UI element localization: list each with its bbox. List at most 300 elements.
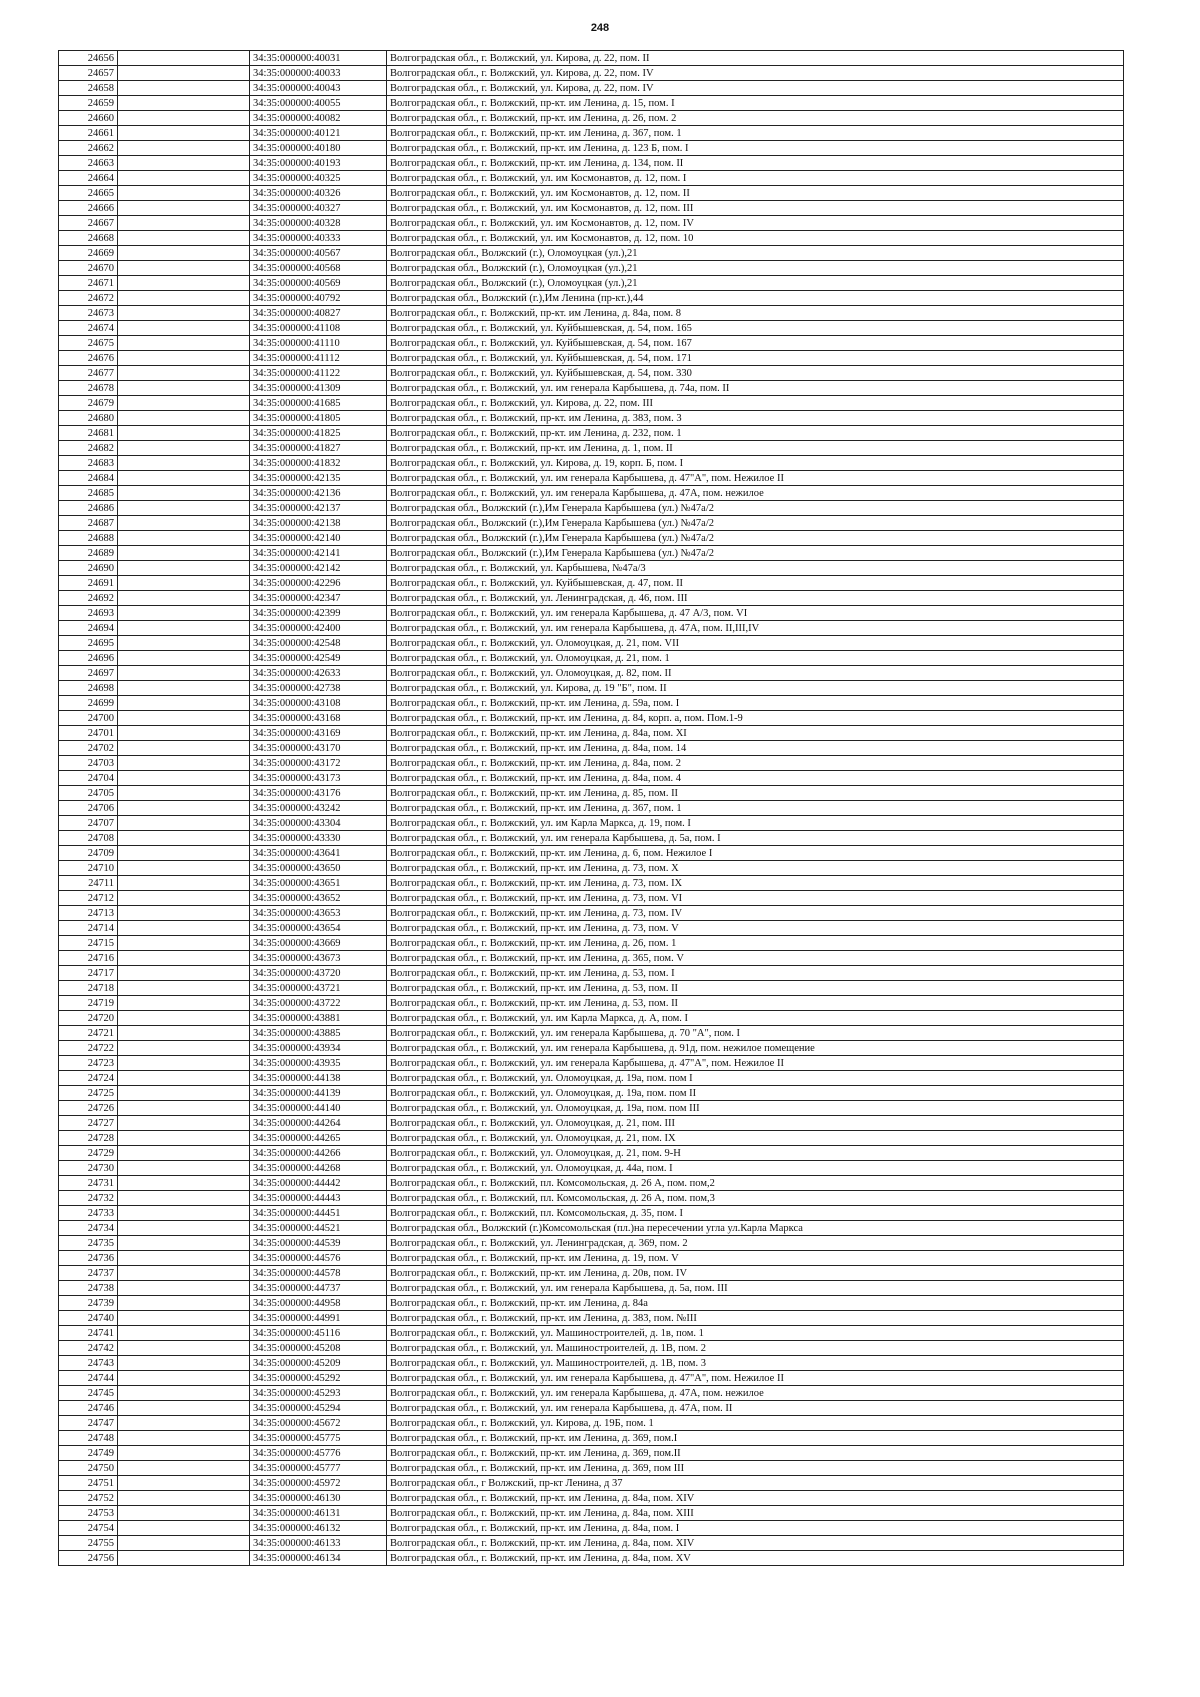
address: Волгоградская обл., г. Волжский, пр-кт. им Ленина, д. 53, пом. II [387,996,1124,1011]
address: Волгоградская обл., г. Волжский, ул. им генерала Карбышева, д. 5а, пом. I [387,831,1124,846]
row-number: 24745 [59,1386,118,1401]
row-number: 24681 [59,426,118,441]
address: Волгоградская обл., г. Волжский, ул. Кирова, д. 22, пом. IV [387,66,1124,81]
empty-cell [118,651,250,666]
row-number: 24696 [59,651,118,666]
row-number: 24756 [59,1551,118,1566]
row-number: 24695 [59,636,118,651]
empty-cell [118,966,250,981]
row-number: 24711 [59,876,118,891]
empty-cell [118,531,250,546]
row-number: 24689 [59,546,118,561]
row-number: 24712 [59,891,118,906]
cadastral-number: 34:35:000000:42140 [250,531,387,546]
row-number: 24703 [59,756,118,771]
address: Волгоградская обл., г. Волжский, пр-кт. им Ленина, д. 26, пом. 2 [387,111,1124,126]
empty-cell [118,516,250,531]
cadastral-number: 34:35:000000:43652 [250,891,387,906]
table-row [59,1011,1124,1026]
cadastral-number: 34:35:000000:41108 [250,321,387,336]
table-row [59,1521,1124,1536]
empty-cell [118,636,250,651]
cadastral-number: 34:35:000000:42399 [250,606,387,621]
empty-cell [118,576,250,591]
row-number: 24729 [59,1146,118,1161]
row-number: 24719 [59,996,118,1011]
cadastral-number: 34:35:000000:46130 [250,1491,387,1506]
cadastral-number: 34:35:000000:44266 [250,1146,387,1161]
empty-cell [118,1146,250,1161]
address: Волгоградская обл., Волжский (г.),Им Генерала Карбышева (ул.) №47а/2 [387,546,1124,561]
table-row [59,201,1124,216]
cadastral-number: 34:35:000000:46134 [250,1551,387,1566]
cadastral-number: 34:35:000000:41309 [250,381,387,396]
table-row [59,696,1124,711]
row-number: 24736 [59,1251,118,1266]
table-row [59,1041,1124,1056]
table-row [59,1416,1124,1431]
table-row [59,621,1124,636]
address: Волгоградская обл., г. Волжский, ул. Оломоуцкая, д. 21, пом. III [387,1116,1124,1131]
cadastral-number: 34:35:000000:43673 [250,951,387,966]
row-number: 24708 [59,831,118,846]
table-row [59,861,1124,876]
row-number: 24698 [59,681,118,696]
address: Волгоградская обл., г. Волжский, ул. Оломоуцкая, д. 19а, пом. пом III [387,1101,1124,1116]
row-number: 24669 [59,246,118,261]
address: Волгоградская обл., Волжский (г.)Комсомольская (пл.)на пересечении угла ул.Карла Маркса [387,1221,1124,1236]
row-number: 24710 [59,861,118,876]
address: Волгоградская обл., г. Волжский, ул. Кирова, д. 19 "Б", пом. II [387,681,1124,696]
row-number: 24665 [59,186,118,201]
empty-cell [118,501,250,516]
cadastral-number: 34:35:000000:40567 [250,246,387,261]
address: Волгоградская обл., г. Волжский, пр-кт. им Ленина, д. 134, пом. II [387,156,1124,171]
row-number: 24747 [59,1416,118,1431]
address: Волгоградская обл., Волжский (г.),Им Генерала Карбышева (ул.) №47а/2 [387,531,1124,546]
cadastral-number: 34:35:000000:40033 [250,66,387,81]
cadastral-number: 34:35:000000:43720 [250,966,387,981]
registry-table [58,50,1124,1566]
table-row [59,456,1124,471]
row-number: 24683 [59,456,118,471]
empty-cell [118,1101,250,1116]
row-number: 24673 [59,306,118,321]
row-number: 24702 [59,741,118,756]
empty-cell [118,381,250,396]
empty-cell [118,546,250,561]
address: Волгоградская обл., г. Волжский, ул. им генерала Карбышева, д. 74а, пом. II [387,381,1124,396]
cadastral-number: 34:35:000000:44268 [250,1161,387,1176]
address: Волгоградская обл., г. Волжский, ул. Оломоуцкая, д. 19а, пом. пом II [387,1086,1124,1101]
empty-cell [118,711,250,726]
table-row [59,291,1124,306]
table-row [59,1446,1124,1461]
address: Волгоградская обл., г. Волжский, ул. им генерала Карбышева, д. 47"А", пом. Нежилое II [387,471,1124,486]
row-number: 24732 [59,1191,118,1206]
table-row [59,1146,1124,1161]
cadastral-number: 34:35:000000:44138 [250,1071,387,1086]
cadastral-number: 34:35:000000:43170 [250,741,387,756]
cadastral-number: 34:35:000000:40569 [250,276,387,291]
address: Волгоградская обл., г. Волжский, ул. Куйбышевская, д. 54, пом. 167 [387,336,1124,351]
cadastral-number: 34:35:000000:41827 [250,441,387,456]
row-number: 24676 [59,351,118,366]
table-row [59,756,1124,771]
table-row [59,891,1124,906]
row-number: 24723 [59,1056,118,1071]
table-row [59,1206,1124,1221]
address: Волгоградская обл., г. Волжский, ул. им генерала Карбышева, д. 5а, пом. III [387,1281,1124,1296]
table-row [59,966,1124,981]
empty-cell [118,66,250,81]
row-number: 24686 [59,501,118,516]
address: Волгоградская обл., Волжский (г.),Им Ленина (пр-кт.),44 [387,291,1124,306]
row-number: 24709 [59,846,118,861]
address: Волгоградская обл., г. Волжский, ул. Оломоуцкая, д. 82, пом. II [387,666,1124,681]
table-row [59,381,1124,396]
empty-cell [118,336,250,351]
address: Волгоградская обл., г. Волжский, ул. им Космонавтов, д. 12, пом. III [387,201,1124,216]
address: Волгоградская обл., г. Волжский, пр-кт. им Ленина, д. 26, пом. 1 [387,936,1124,951]
empty-cell [118,246,250,261]
cadastral-number: 34:35:000000:45775 [250,1431,387,1446]
row-number: 24692 [59,591,118,606]
address: Волгоградская обл., г. Волжский, ул. Куйбышевская, д. 54, пом. 330 [387,366,1124,381]
table-row [59,156,1124,171]
table-row [59,1371,1124,1386]
empty-cell [118,1086,250,1101]
row-number: 24690 [59,561,118,576]
table-row [59,486,1124,501]
empty-cell [118,156,250,171]
cadastral-number: 34:35:000000:42137 [250,501,387,516]
table-row [59,1431,1124,1446]
table-row [59,96,1124,111]
cadastral-number: 34:35:000000:45293 [250,1386,387,1401]
table-row [59,1236,1124,1251]
cadastral-number: 34:35:000000:41122 [250,366,387,381]
table-row [59,981,1124,996]
cadastral-number: 34:35:000000:41832 [250,456,387,471]
address: Волгоградская обл., г. Волжский, пр-кт. им Ленина, д. 84а, пом. XIV [387,1491,1124,1506]
table-row [59,1476,1124,1491]
row-number: 24658 [59,81,118,96]
row-number: 24672 [59,291,118,306]
empty-cell [118,666,250,681]
address: Волгоградская обл., г. Волжский, ул. им генерала Карбышева, д. 47 А/3, пом. VI [387,606,1124,621]
address: Волгоградская обл., г. Волжский, ул. Оломоуцкая, д. 21, пом. VII [387,636,1124,651]
row-number: 24656 [59,51,118,66]
cadastral-number: 34:35:000000:40193 [250,156,387,171]
empty-cell [118,51,250,66]
empty-cell [118,1416,250,1431]
address: Волгоградская обл., г. Волжский, пр-кт. им Ленина, д. 369, пом.I [387,1431,1124,1446]
cadastral-number: 34:35:000000:43176 [250,786,387,801]
cadastral-number: 34:35:000000:44265 [250,1131,387,1146]
empty-cell [118,471,250,486]
empty-cell [118,1071,250,1086]
table-row [59,951,1124,966]
empty-cell [118,261,250,276]
table-row [59,81,1124,96]
cadastral-number: 34:35:000000:40568 [250,261,387,276]
table-row [59,816,1124,831]
address: Волгоградская обл., г. Волжский, ул. Ленинградская, д. 369, пом. 2 [387,1236,1124,1251]
address: Волгоградская обл., г. Волжский, пр-кт. им Ленина, д. 73, пом. VI [387,891,1124,906]
row-number: 24700 [59,711,118,726]
address: Волгоградская обл., г. Волжский, пр-кт. им Ленина, д. 15, пом. I [387,96,1124,111]
address: Волгоградская обл., г. Волжский, пр-кт. им Ленина, д. 73, пом. X [387,861,1124,876]
row-number: 24674 [59,321,118,336]
cadastral-number: 34:35:000000:44991 [250,1311,387,1326]
address: Волгоградская обл., г. Волжский, пр-кт. им Ленина, д. 84, корп. а, пом. Пом.1-9 [387,711,1124,726]
row-number: 24659 [59,96,118,111]
cadastral-number: 34:35:000000:44539 [250,1236,387,1251]
table-row [59,771,1124,786]
cadastral-number: 34:35:000000:45672 [250,1416,387,1431]
empty-cell [118,201,250,216]
row-number: 24746 [59,1401,118,1416]
empty-cell [118,951,250,966]
row-number: 24722 [59,1041,118,1056]
table-row [59,636,1124,651]
cadastral-number: 34:35:000000:43172 [250,756,387,771]
empty-cell [118,1206,250,1221]
address: Волгоградская обл., г. Волжский, ул. им Космонавтов, д. 12, пом. I [387,171,1124,186]
address: Волгоградская обл., г. Волжский, пр-кт. им Ленина, д. 369, пом.II [387,1446,1124,1461]
address: Волгоградская обл., г. Волжский, ул. им Карла Маркса, д. 19, пом. I [387,816,1124,831]
row-number: 24735 [59,1236,118,1251]
address: Волгоградская обл., г. Волжский, ул. Оломоуцкая, д. 21, пом. 1 [387,651,1124,666]
address: Волгоградская обл., г. Волжский, пр-кт. им Ленина, д. 20в, пом. IV [387,1266,1124,1281]
empty-cell [118,906,250,921]
table-row [59,276,1124,291]
cadastral-number: 34:35:000000:43173 [250,771,387,786]
cadastral-number: 34:35:000000:43669 [250,936,387,951]
empty-cell [118,1056,250,1071]
empty-cell [118,1266,250,1281]
cadastral-number: 34:35:000000:40082 [250,111,387,126]
table-row [59,231,1124,246]
table-row [59,846,1124,861]
empty-cell [118,351,250,366]
row-number: 24754 [59,1521,118,1536]
cadastral-number: 34:35:000000:43653 [250,906,387,921]
row-number: 24714 [59,921,118,936]
address: Волгоградская обл., г. Волжский, пр-кт. им Ленина, д. 59а, пом. I [387,696,1124,711]
address: Волгоградская обл., г. Волжский, ул. им Космонавтов, д. 12, пом. 10 [387,231,1124,246]
empty-cell [118,1281,250,1296]
table-row [59,561,1124,576]
cadastral-number: 34:35:000000:41110 [250,336,387,351]
row-number: 24749 [59,1446,118,1461]
row-number: 24715 [59,936,118,951]
row-number: 24727 [59,1116,118,1131]
address: Волгоградская обл., г. Волжский, ул. Куйбышевская, д. 54, пом. 171 [387,351,1124,366]
address: Волгоградская обл., г. Волжский, пр-кт. им Ленина, д. 53, пом. II [387,981,1124,996]
cadastral-number: 34:35:000000:44451 [250,1206,387,1221]
address: Волгоградская обл., г. Волжский, ул. им генерала Карбышева, д. 47А, пом. II [387,1401,1124,1416]
table-row [59,1221,1124,1236]
address: Волгоградская обл., г. Волжский, пр-кт. им Ленина, д. 84а, пом. I [387,1521,1124,1536]
row-number: 24721 [59,1026,118,1041]
address: Волгоградская обл., г. Волжский, ул. Оломоуцкая, д. 19а, пом. пом I [387,1071,1124,1086]
empty-cell [118,936,250,951]
address: Волгоградская обл., г. Волжский, пр-кт. им Ленина, д. 6, пом. Нежилое I [387,846,1124,861]
registry-table-body [59,51,1124,1566]
empty-cell [118,1356,250,1371]
row-number: 24685 [59,486,118,501]
address: Волгоградская обл., г. Волжский, ул. им Карла Маркса, д. А, пом. I [387,1011,1124,1026]
cadastral-number: 34:35:000000:43654 [250,921,387,936]
empty-cell [118,456,250,471]
address: Волгоградская обл., г. Волжский, пр-кт. им Ленина, д. 84а, пом. XI [387,726,1124,741]
table-row [59,591,1124,606]
cadastral-number: 34:35:000000:43721 [250,981,387,996]
table-row [59,426,1124,441]
row-number: 24750 [59,1461,118,1476]
row-number: 24666 [59,201,118,216]
row-number: 24718 [59,981,118,996]
address: Волгоградская обл., г. Волжский, ул. Кирова, д. 19, корп. Б, пом. I [387,456,1124,471]
empty-cell [118,186,250,201]
address: Волгоградская обл., г. Волжский, ул. Куйбышевская, д. 54, пом. 165 [387,321,1124,336]
cadastral-number: 34:35:000000:40031 [250,51,387,66]
empty-cell [118,486,250,501]
table-row [59,261,1124,276]
table-row [59,996,1124,1011]
empty-cell [118,1386,250,1401]
table-row [59,516,1124,531]
empty-cell [118,801,250,816]
address: Волгоградская обл., г. Волжский, ул. им генерала Карбышева, д. 47А, пом. нежилое [387,1386,1124,1401]
row-number: 24697 [59,666,118,681]
row-number: 24716 [59,951,118,966]
cadastral-number: 34:35:000000:41685 [250,396,387,411]
table-row [59,1026,1124,1041]
table-row [59,606,1124,621]
empty-cell [118,126,250,141]
row-number: 24739 [59,1296,118,1311]
table-row [59,1326,1124,1341]
address: Волгоградская обл., г. Волжский, ул. им генерала Карбышева, д. 47"А", пом. Нежилое II [387,1056,1124,1071]
empty-cell [118,1311,250,1326]
address: Волгоградская обл., г. Волжский, ул. им генерала Карбышева, д. 91д, пом. нежилое помещение [387,1041,1124,1056]
cadastral-number: 34:35:000000:40333 [250,231,387,246]
cadastral-number: 34:35:000000:45777 [250,1461,387,1476]
table-row [59,1071,1124,1086]
address: Волгоградская обл., г. Волжский, пр-кт. им Ленина, д. 84а, пом. XV [387,1551,1124,1566]
empty-cell [118,996,250,1011]
empty-cell [118,1431,250,1446]
cadastral-number: 34:35:000000:44442 [250,1176,387,1191]
empty-cell [118,861,250,876]
row-number: 24744 [59,1371,118,1386]
cadastral-number: 34:35:000000:41805 [250,411,387,426]
empty-cell [118,1476,250,1491]
row-number: 24664 [59,171,118,186]
table-row [59,51,1124,66]
table-row [59,351,1124,366]
empty-cell [118,111,250,126]
empty-cell [118,81,250,96]
empty-cell [118,426,250,441]
row-number: 24742 [59,1341,118,1356]
table-row [59,1311,1124,1326]
address: Волгоградская обл., г. Волжский, пр-кт. им Ленина, д. 85, пом. II [387,786,1124,801]
row-number: 24694 [59,621,118,636]
cadastral-number: 34:35:000000:41825 [250,426,387,441]
cadastral-number: 34:35:000000:44576 [250,1251,387,1266]
empty-cell [118,1236,250,1251]
cadastral-number: 34:35:000000:40043 [250,81,387,96]
table-row [59,501,1124,516]
row-number: 24737 [59,1266,118,1281]
cadastral-number: 34:35:000000:43304 [250,816,387,831]
row-number: 24670 [59,261,118,276]
table-row [59,831,1124,846]
cadastral-number: 34:35:000000:43651 [250,876,387,891]
empty-cell [118,1446,250,1461]
address: Волгоградская обл., г. Волжский, пр-кт. им Ленина, д. 367, пом. 1 [387,801,1124,816]
cadastral-number: 34:35:000000:44737 [250,1281,387,1296]
address: Волгоградская обл., г. Волжский, пр-кт. им Ленина, д. 73, пом. IV [387,906,1124,921]
address: Волгоградская обл., г. Волжский, пр-кт. им Ленина, д. 123 Б, пом. I [387,141,1124,156]
row-number: 24661 [59,126,118,141]
empty-cell [118,216,250,231]
cadastral-number: 34:35:000000:45116 [250,1326,387,1341]
row-number: 24730 [59,1161,118,1176]
row-number: 24678 [59,381,118,396]
page-number: 248 [590,22,610,34]
table-row [59,1536,1124,1551]
empty-cell [118,591,250,606]
row-number: 24677 [59,366,118,381]
row-number: 24688 [59,531,118,546]
empty-cell [118,1326,250,1341]
empty-cell [118,141,250,156]
table-row [59,111,1124,126]
empty-cell [118,1521,250,1536]
address: Волгоградская обл., г. Волжский, ул. им генерала Карбышева, д. 70 "А", пом. I [387,1026,1124,1041]
table-row [59,1491,1124,1506]
cadastral-number: 34:35:000000:40325 [250,171,387,186]
row-number: 24704 [59,771,118,786]
table-row [59,1086,1124,1101]
cadastral-number: 34:35:000000:43934 [250,1041,387,1056]
row-number: 24720 [59,1011,118,1026]
row-number: 24751 [59,1476,118,1491]
row-number: 24726 [59,1101,118,1116]
cadastral-number: 34:35:000000:43641 [250,846,387,861]
empty-cell [118,321,250,336]
row-number: 24705 [59,786,118,801]
row-number: 24671 [59,276,118,291]
cadastral-number: 34:35:000000:44264 [250,1116,387,1131]
row-number: 24725 [59,1086,118,1101]
address: Волгоградская обл., г. Волжский, ул. Оломоуцкая, д. 44а, пом. I [387,1161,1124,1176]
row-number: 24748 [59,1431,118,1446]
address: Волгоградская обл., г. Волжский, ул. им генерала Карбышева, д. 47"А", пом. Нежилое II [387,1371,1124,1386]
cadastral-number: 34:35:000000:43881 [250,1011,387,1026]
table-row [59,1461,1124,1476]
address: Волгоградская обл., г. Волжский, пр-кт. им Ленина, д. 84а, пом. XIII [387,1506,1124,1521]
address: Волгоградская обл., Волжский (г.), Оломоуцкая (ул.),21 [387,276,1124,291]
cadastral-number: 34:35:000000:44443 [250,1191,387,1206]
table-row [59,576,1124,591]
row-number: 24738 [59,1281,118,1296]
